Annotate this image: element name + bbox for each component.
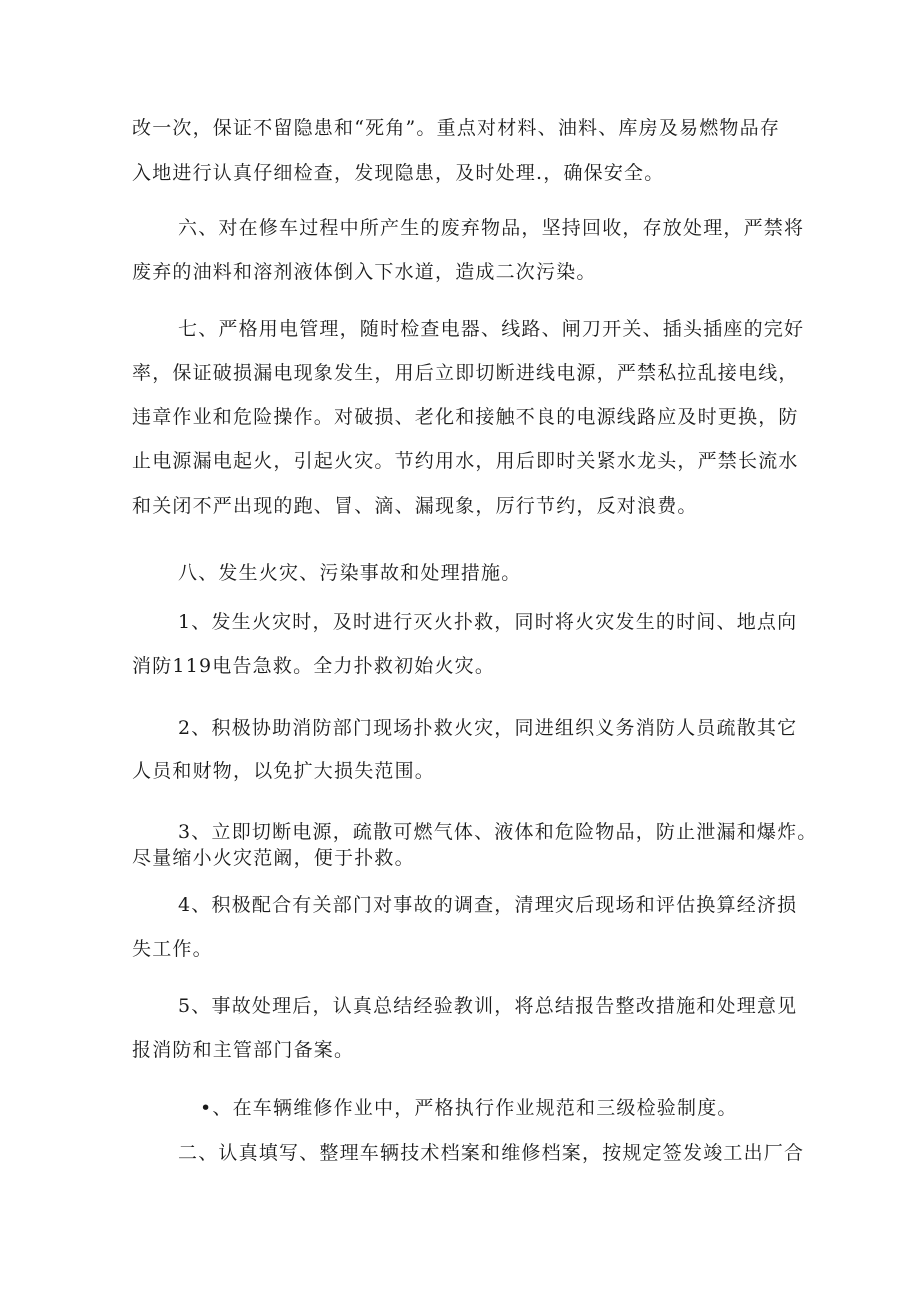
text-line: 入地进行认真仔细检查，发现隐患，及时处理.，确保安全。: [132, 162, 665, 184]
item-2-line: 2、积极协助消防部门现场扑救火灾，同进组织义务消防人员疏散其它: [178, 717, 798, 739]
section-2-heading: 二、认真填写、整理车辆技术档案和维修档案，按规定签发竣工出厂合: [178, 1142, 805, 1164]
text-line: 和关闭不严出现的跑、冒、滴、漏现象，厉行节约，反对浪费。: [132, 495, 698, 517]
text-line: 率，保证破损漏电现象发生，用后立即切断进线电源，严禁私拉乱接电线，: [132, 362, 799, 384]
text-line: 人员和财物，以免扩大损失范围。: [132, 760, 436, 782]
item-5-line: 5、事故处理后，认真总结经验教训，将总结报告整改措施和处理意见: [178, 995, 798, 1017]
paragraph-6-heading: 六、对在修车过程中所产生的废弃物品，坚持回收，存放处理，严禁将: [178, 217, 805, 239]
text-line: 改一次，保证不留隐患和“死角”。重点对材料、油料、库房及易燃物品存: [132, 117, 781, 139]
item-1-line: 1、发生火灾时，及时进行灭火扑救，同时将火灾发生的时间、地点向: [178, 611, 798, 633]
item-3-line: 3、立即切断电源，疏散可燃气体、液体和危险物品，防止泄漏和爆炸。: [178, 821, 818, 843]
item-4-line: 4、积极配合有关部门对事故的调查，清理灾后现场和评估换算经济损: [178, 894, 798, 916]
section-1-heading: •、在车辆维修作业中，严格执行作业规范和三级检验制度。: [200, 1097, 738, 1119]
text-line: 尽量缩小火灾范阚，便于扑救。: [132, 847, 415, 869]
section-8-heading: 八、发生火灾、污染事故和处理措施。: [178, 562, 522, 584]
paragraph-7-heading: 七、严格用电管理，随时检查电器、线路、闸刀开关、插头插座的完好: [178, 318, 805, 340]
text-line: 失工作。: [132, 938, 213, 960]
text-line: 废弃的油料和溶剂液体倒入下水道，造成二次污染。: [132, 261, 597, 283]
text-line: 消防119电告急救。全力扑救初始火灾。: [132, 655, 496, 677]
text-line: 止电源漏电起火，引起火灾。节约用水，用后即时关紧水龙头，严禁长流水: [132, 450, 799, 472]
text-line: 违章作业和危险操作。对破损、老化和接触不良的电源线路应及时更换，防: [132, 406, 799, 428]
text-line: 报消防和主管部门备案。: [132, 1039, 355, 1061]
